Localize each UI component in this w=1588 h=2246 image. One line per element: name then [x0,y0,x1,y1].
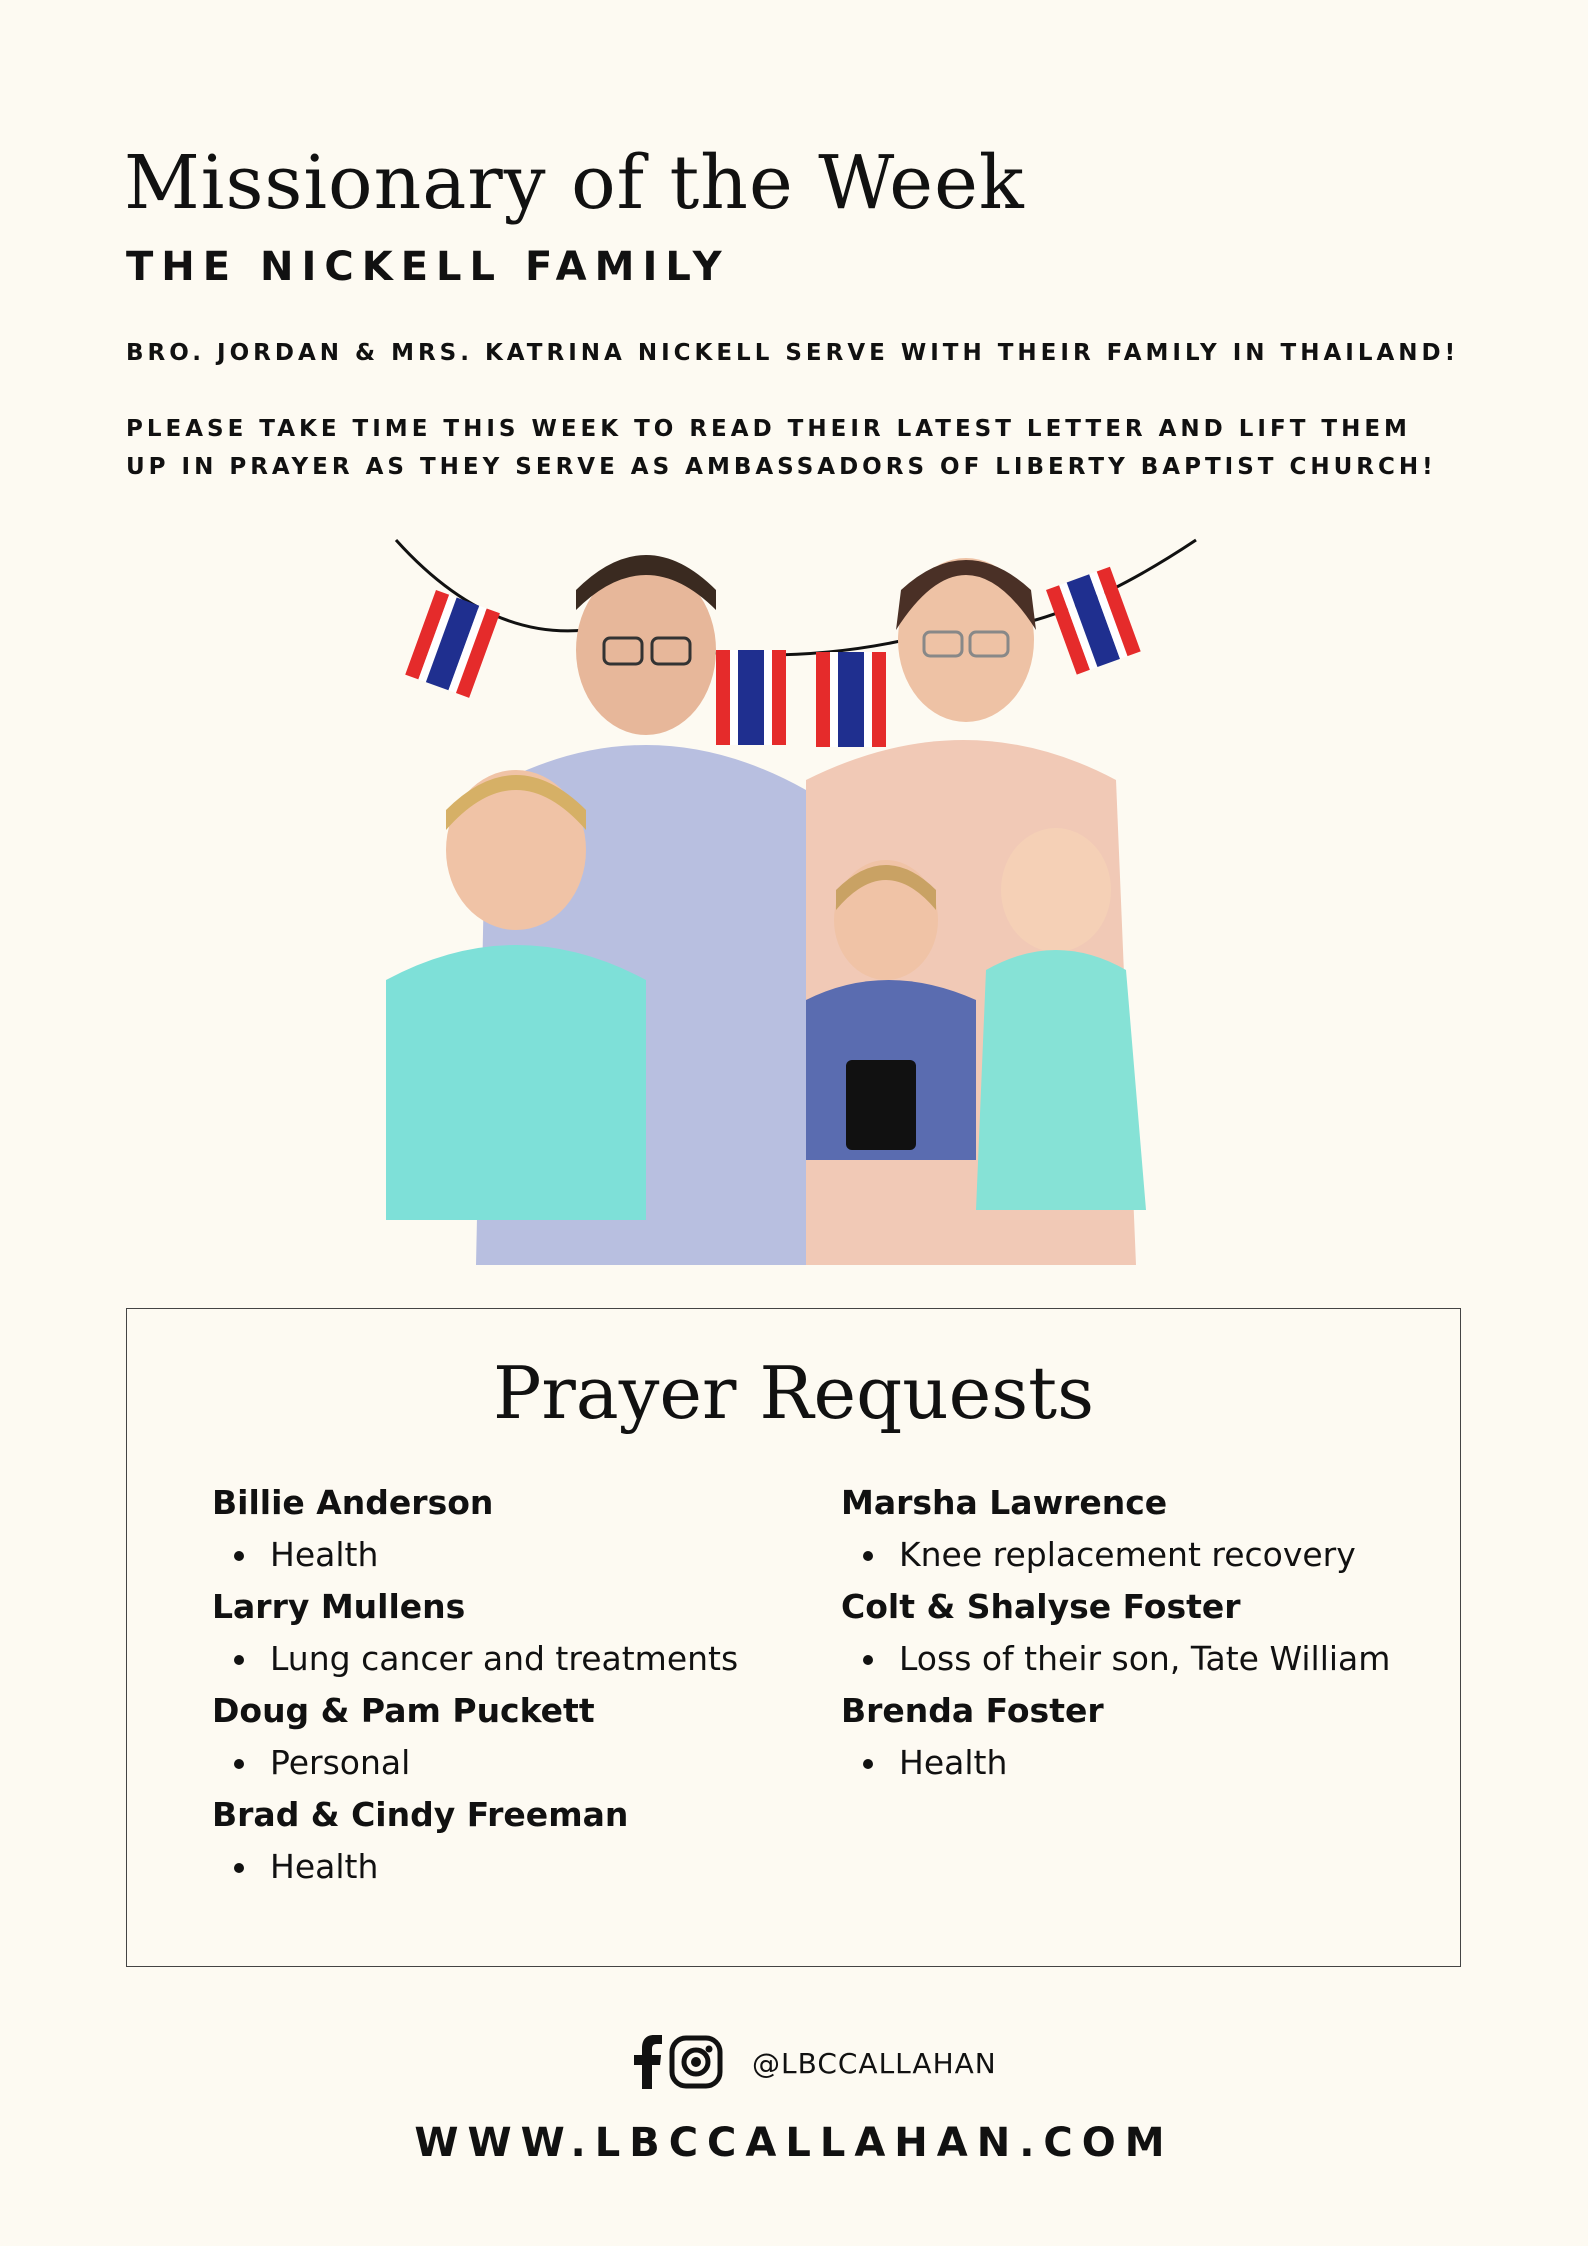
prayer-column-left [212,1477,812,1893]
request-detail: Health [212,1529,812,1581]
intro-line: BRO. JORDAN & MRS. KATRINA NICKELL SERVE WITH THEIR FAMILY IN THAILAND! [126,340,1460,366]
request-detail: Loss of their son, Tate William [841,1633,1441,1685]
prayer-requests-box [126,1308,1461,1967]
request-name: Brenda Foster [841,1691,1104,1730]
list-item [841,1581,1441,1685]
list-item [841,1477,1441,1581]
list-item [212,1685,812,1789]
prayer-requests-title: Prayer Requests [492,1351,1095,1435]
list-item [841,1685,1441,1789]
request-detail: Health [841,1737,1441,1789]
list-item [212,1789,812,1893]
list-item [212,1581,812,1685]
list-item [212,1477,812,1581]
prayer-call-text: PLEASE TAKE TIME THIS WEEK TO READ THEIR LATEST LETTER AND LIFT THEM UP IN PRAYER AS THEY SERVE AS AMBASSADORS OF LIBERTY BAPTIST CHURCH! [126,416,1437,480]
prayer-column-right [841,1477,1441,1789]
social-handle[interactable]: @LBCCALLAHAN [752,2047,997,2080]
request-name: Doug & Pam Puckett [212,1691,595,1730]
request-name: Marsha Lawrence [841,1483,1168,1522]
website-link[interactable]: WWW.LBCCALLAHAN.COM [414,2120,1174,2166]
page-title: Missionary of the Week [124,140,1025,226]
family-name: THE NICKELL FAMILY [126,244,730,290]
request-name: Colt & Shalyse Foster [841,1587,1241,1626]
request-detail: Health [212,1841,812,1893]
facebook-icon[interactable] [632,2035,662,2089]
family-photo [286,520,1246,1265]
instagram-icon[interactable] [668,2034,724,2090]
request-name: Billie Anderson [212,1483,494,1522]
request-detail: Personal [212,1737,812,1789]
request-name: Brad & Cindy Freeman [212,1795,629,1834]
request-name: Larry Mullens [212,1587,466,1626]
request-detail: Knee replacement recovery [841,1529,1441,1581]
request-detail: Lung cancer and treatments [212,1633,812,1685]
social-icons [632,2034,724,2090]
